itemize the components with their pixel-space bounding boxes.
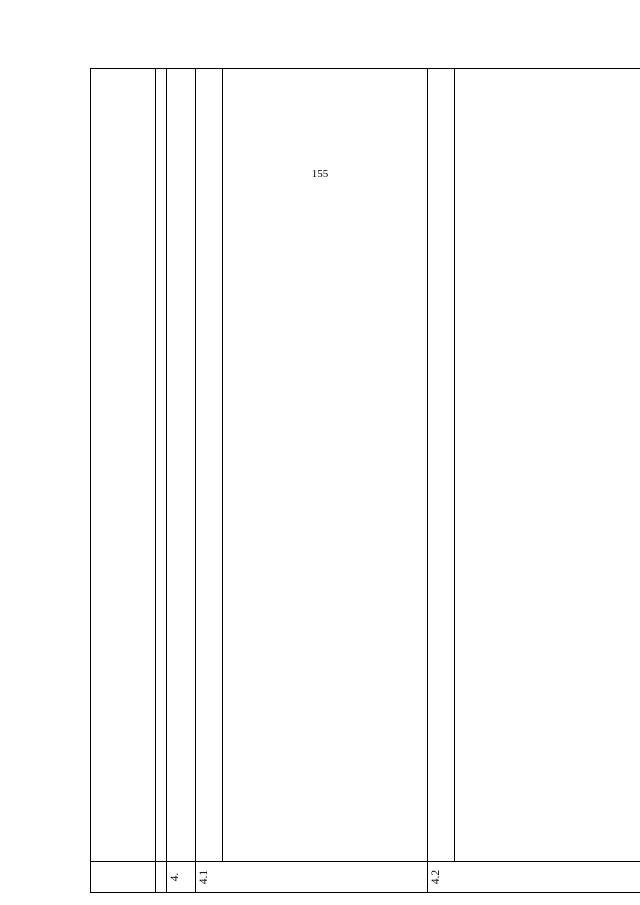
rotated-table-container	[90, 68, 640, 893]
content-cell	[223, 69, 428, 862]
page-number: 155	[311, 168, 329, 180]
table-row	[223, 69, 428, 893]
number-cell	[91, 862, 156, 893]
content-cell	[196, 69, 223, 862]
table-row	[428, 69, 455, 893]
document-table	[90, 68, 640, 893]
content-cell	[428, 69, 455, 862]
number-cell: 4.2	[428, 862, 640, 893]
table-row	[196, 69, 223, 893]
table-row	[455, 69, 640, 893]
number-cell: 4.1	[196, 862, 428, 893]
content-cell	[455, 69, 640, 862]
table-row	[156, 69, 167, 893]
table-row	[91, 69, 156, 893]
table-row	[167, 69, 196, 893]
number-cell	[156, 862, 167, 893]
content-cell	[167, 69, 196, 862]
content-cell	[156, 69, 167, 862]
formula	[463, 74, 477, 856]
number-cell: 4.	[167, 862, 196, 893]
content-cell	[91, 69, 156, 862]
formula	[231, 74, 245, 856]
